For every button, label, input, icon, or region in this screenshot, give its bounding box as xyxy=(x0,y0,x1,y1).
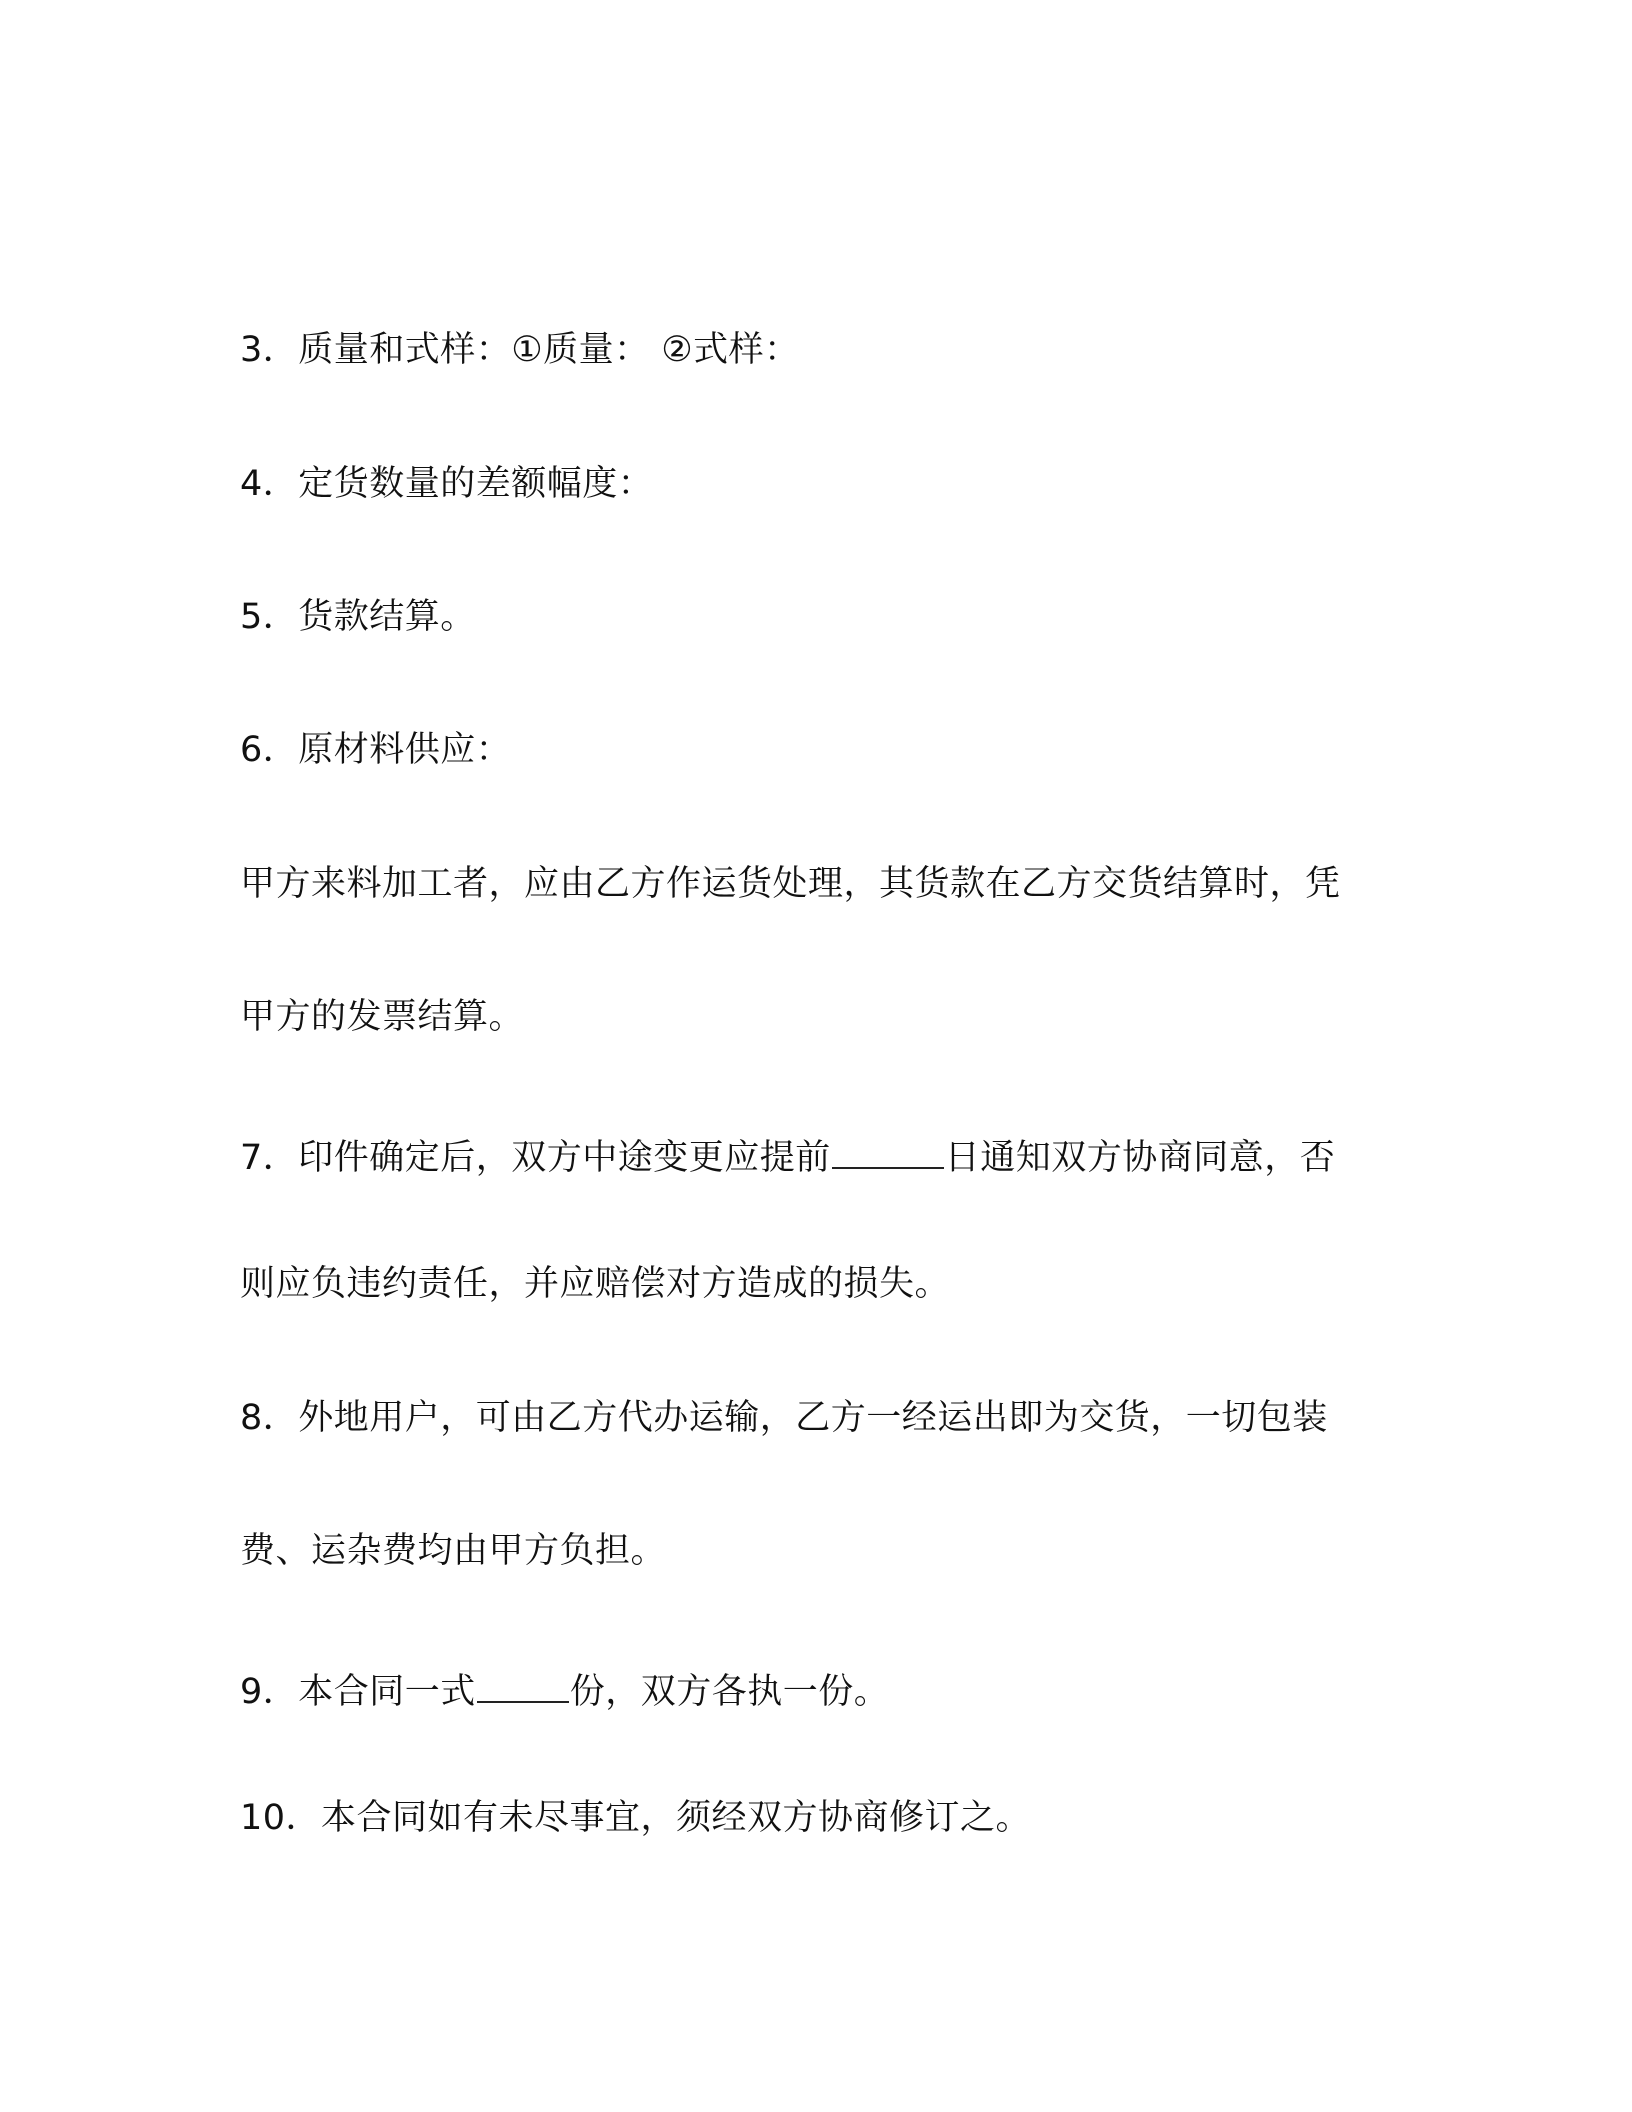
copies-blank-field[interactable] xyxy=(477,1663,569,1703)
clause-6-text-line-2: 甲方的发票结算。 xyxy=(240,997,525,1037)
clause-3-quality-style: 3．质量和式样：①质量： ②式样： xyxy=(240,330,800,370)
days-blank-field[interactable] xyxy=(832,1129,944,1169)
clause-7-line-2: 则应负违约责任，并应赔偿对方造成的损失。 xyxy=(240,1264,951,1304)
clause-7-text-after-blank: 日通知双方协商同意，否 xyxy=(944,1138,1336,1178)
clause-9-text-before-blank: 9．本合同一式 xyxy=(240,1672,476,1712)
clause-6-text-line-1: 甲方来料加工者，应由乙方作运货处理，其货款在乙方交货结算时，凭 xyxy=(240,864,1341,904)
clause-8-line-2: 费、运杂费均由甲方负担。 xyxy=(240,1531,667,1571)
clause-5-payment: 5．货款结算。 xyxy=(240,597,476,637)
clause-9-text-after-blank: 份，双方各执一份。 xyxy=(569,1672,890,1712)
clause-6-materials: 6．原材料供应： xyxy=(240,730,512,770)
clause-10: 10．本合同如有未尽事宜，须经双方协商修订之。 xyxy=(240,1798,1032,1838)
clause-9 xyxy=(240,1663,889,1714)
clause-7-text-before-blank: 7．印件确定后，双方中途变更应提前 xyxy=(240,1138,831,1178)
clause-7-line-1 xyxy=(240,1129,1335,1180)
clause-4-quantity-tolerance: 4．定货数量的差额幅度： xyxy=(240,464,654,504)
clause-8-line-1: 8．外地用户，可由乙方代办运输，乙方一经运出即为交货，一切包装 xyxy=(240,1398,1328,1438)
